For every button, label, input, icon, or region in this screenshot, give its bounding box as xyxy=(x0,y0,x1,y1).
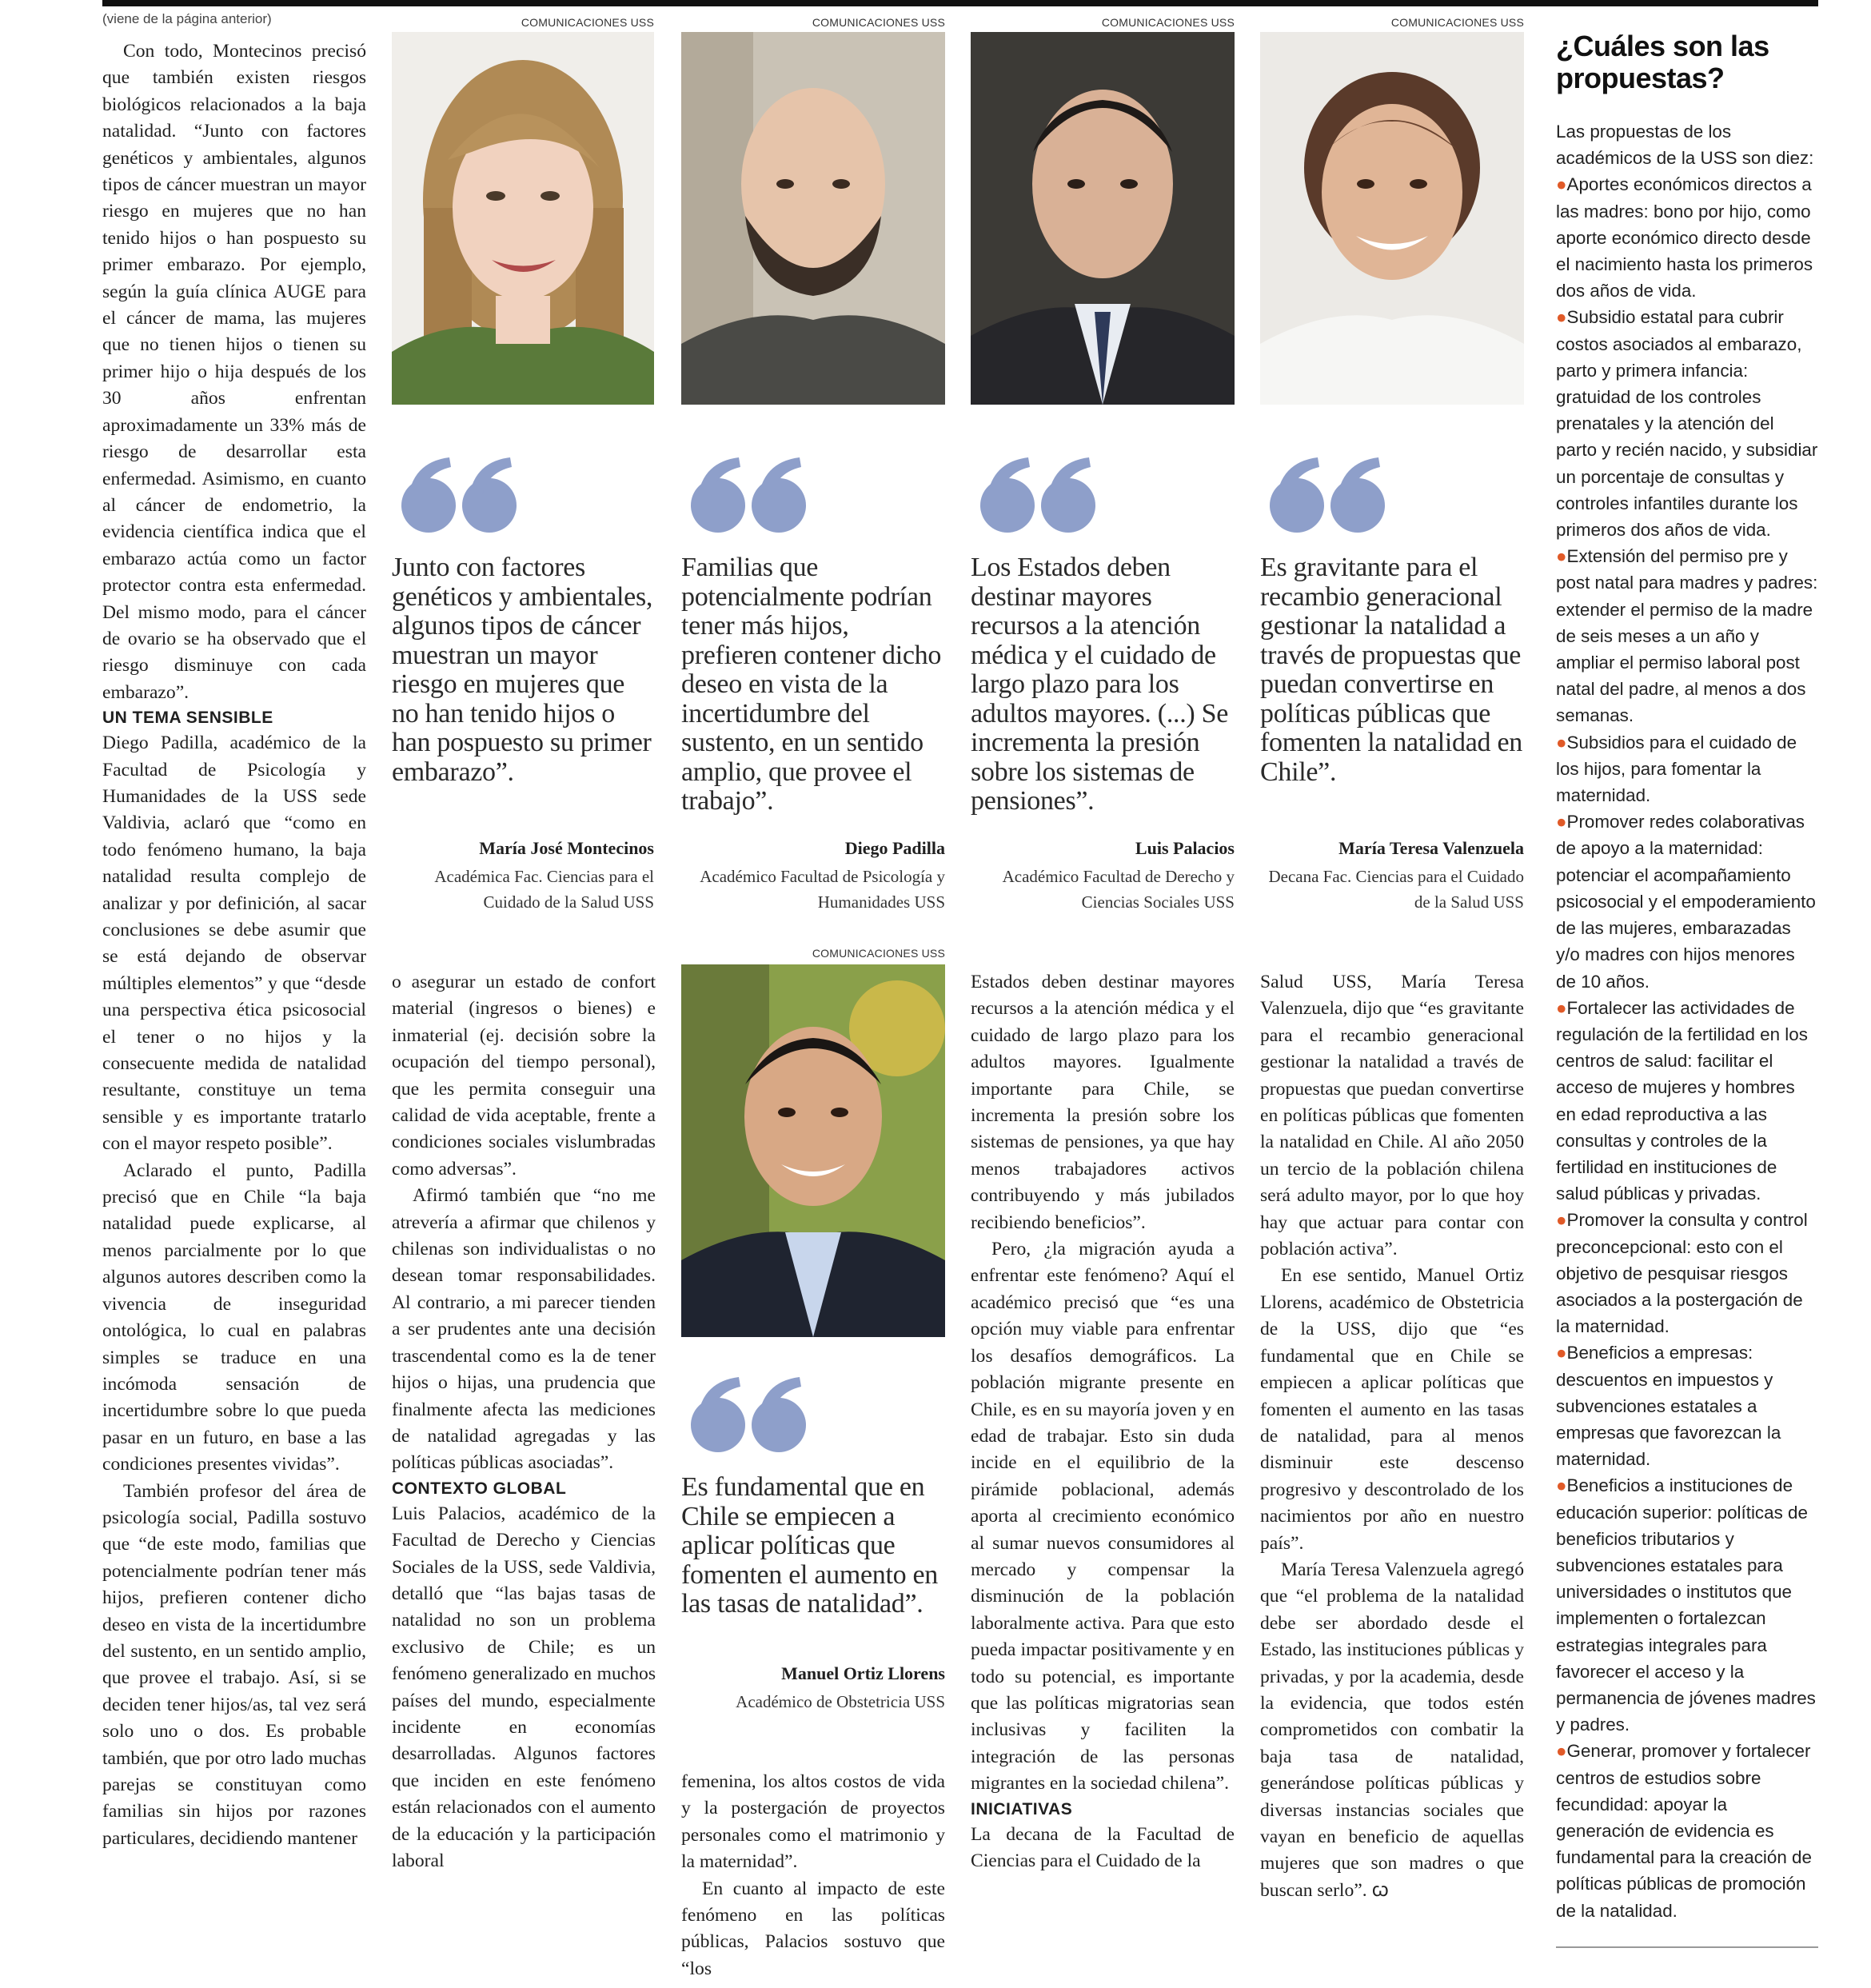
bullet-icon: ● xyxy=(1556,174,1567,195)
proposal-item xyxy=(1556,1207,1818,1339)
proposal-text: Generar, promover y fortalecer centros de estudios sobre fecundidad: apoyar la generación de evidencia es fundamental para la creación de políticas públicas de promoción de la natalidad. xyxy=(1556,1741,1812,1921)
article-column-5 xyxy=(1260,969,1524,1904)
section-heading: UN TEMA SENSIBLE xyxy=(102,709,273,728)
proposal-item xyxy=(1556,1472,1818,1738)
pull-quote: Es gravitante para el recambio generacional gestionar la natalidad a través de propuestas que puedan convertirse en políticas públicas que fomenten la natalidad en Chile”. xyxy=(1260,553,1522,787)
paragraph: La decana de la Facultad de Ciencias para el Cuidado de la xyxy=(971,1823,1235,1871)
article-column-3 xyxy=(681,1769,945,1982)
paragraph: Afirmó también que “no me atrevería a afirmar que chilenos y chilenas son individualistas o no desean tomar responsabilidades. Al contrario, a mi parecer tienden a ser prudentes ante una decisión trascendental como es la de tener hijos o hijas, una prudencia que finalmente afecta las mediciones de natalidad agregadas y las políticas públicas asociadas”. xyxy=(392,1185,656,1474)
bullet-icon: ● xyxy=(1556,307,1567,328)
photo-credit: COMUNICACIONES USS xyxy=(812,16,945,29)
sidebar-bottom-rule xyxy=(1556,1946,1818,1948)
portrait-maria-jose-montecinos xyxy=(392,32,654,405)
proposal-item xyxy=(1556,1738,1818,1923)
paragraph: femenina, los altos costos de vida y la postergación de proyectos personales como el matrimonio y la maternidad”. xyxy=(681,1771,945,1873)
paragraph: Pero, ¿la migración ayuda a enfrentar este fenómeno? Aquí el académico precisó que “es una opción muy viable para enfrentar los desafíos demográficos. La población migrante presente en Chile, es en su mayoría joven y en edad de trabajar. Esto sin duda incide en el equilibrio de la pirámide poblacional, además aporta al crecimiento económico al sumar nuevos consumidores al mercado y compensar la disminución de la población laboralmente activa. Para que esto pueda impactar positivamente y en todo su potencial, es importante que las políticas migratorias sean inclusivas y faciliten la integración de las personas migrantes en la sociedad chilena”. xyxy=(971,1239,1235,1794)
quote-author-role: Académico de Obstetricia USS xyxy=(736,1692,945,1711)
paragraph: o asegurar un estado de confort material (ingresos o bienes) e inmaterial (ej. decisión sobre la ocupación del tiempo personal), que les permita conseguir una calidad de vida aceptable, frente a condiciones sociales vislumbradas como adversas”. xyxy=(392,972,656,1180)
proposal-item xyxy=(1556,1339,1818,1472)
proposal-text: Promover la consulta y control preconcepcional: esto con el objetivo de pesquisar riesgos asociados a la postergación de la maternidad. xyxy=(1556,1210,1808,1337)
proposal-item xyxy=(1556,995,1818,1208)
quote-mark-icon xyxy=(689,1374,817,1454)
proposal-item xyxy=(1556,808,1818,994)
article-column-1 xyxy=(102,38,366,1852)
proposal-text: Fortalecer las actividades de regulación de la fertilidad en los centros de salud: facilitar el acceso de mujeres y hombres en edad reproductiva a las consultas y controles de la fertilidad en instituciones de salud públicas y privadas. xyxy=(1556,997,1808,1204)
paragraph: En cuanto al impacto de este fenómeno en las políticas públicas, Palacios sostuvo que “los xyxy=(681,1878,945,1979)
portrait-diego-padilla xyxy=(681,32,945,405)
pull-quote: Familias que potencialmente podrían tener más hijos, prefieren contener dicho deseo en vista de la incertidumbre del sustento, en un sentido amplio, que provee el trabajo”. xyxy=(681,553,942,816)
portrait-maria-teresa-valenzuela xyxy=(1260,32,1524,405)
quote-author: Diego Padilla xyxy=(844,838,945,858)
top-rule xyxy=(102,0,1818,6)
photo-credit: COMUNICACIONES USS xyxy=(1101,16,1235,29)
section-heading: INICIATIVAS xyxy=(971,1799,1073,1818)
proposal-item xyxy=(1556,304,1818,543)
bullet-icon: ● xyxy=(1556,546,1567,567)
quote-author: María Teresa Valenzuela xyxy=(1338,838,1524,858)
quote-mark-icon xyxy=(689,454,817,534)
photo-credit: COMUNICACIONES USS xyxy=(1390,16,1524,29)
proposal-text: Aportes económicos directos a las madres: bono por hijo, como aporte económico directo desde el nacimiento hasta los primeros dos años de vida. xyxy=(1556,174,1813,301)
bullet-icon: ● xyxy=(1556,812,1567,832)
quote-author: Luis Palacios xyxy=(1135,838,1235,858)
proposal-item xyxy=(1556,171,1818,304)
bullet-icon: ● xyxy=(1556,732,1567,752)
proposals-sidebar xyxy=(1556,118,1818,1924)
bullet-icon: ● xyxy=(1556,1210,1567,1231)
quote-author-role: Académico Facultad de Derecho y Ciencias Sociales USS xyxy=(1002,867,1235,912)
proposal-text: Beneficios a empresas: descuentos en impuestos y subvenciones estatales a empresas que favorezcan la maternidad. xyxy=(1556,1343,1781,1470)
paragraph: También profesor del área de psicología social, Padilla sostuvo que “de este modo, familias que potencialmente podrían tener más hijos, prefieren contener dicho deseo en vista de la incertidumbre del sustento, en un sentido amplio, que provee el trabajo. Así, si se deciden tener hijos/as, tal vez será solo uno o dos. Es probable también, que por otro lado muchas parejas se constituyan como familias sin hijos por razones particulares, decidiendo mantener xyxy=(102,1480,366,1849)
photo-credit: COMUNICACIONES USS xyxy=(521,16,654,29)
proposal-text: Beneficios a instituciones de educación superior: políticas de beneficios tributarios y subvenciones estatales para universidades o institutos que implementen o fortalezcan estrategias integrales para favorecer el acceso y la permanencia de jóvenes madres y padres. xyxy=(1556,1475,1816,1735)
pull-quote: Junto con factores genéticos y ambientales, algunos tipos de cáncer muestran un mayor riesgo en mujeres que no han tenido hijos o han pospuesto su primer embarazo”. xyxy=(392,553,653,787)
pull-quote: Los Estados deben destinar mayores recursos a la atención médica y el cuidado de largo plazo para los adultos mayores. (...) Se incrementa la presión sobre los sistemas de pensiones”. xyxy=(971,553,1229,816)
proposal-item xyxy=(1556,729,1818,809)
proposal-text: Subsidios para el cuidado de los hijos, para fomentar la maternidad. xyxy=(1556,732,1797,806)
quote-author-role: Decana Fac. Ciencias para el Cuidado de la Salud USS xyxy=(1268,867,1524,912)
bullet-icon: ● xyxy=(1556,997,1567,1018)
portrait-manuel-ortiz-llorens xyxy=(681,964,945,1337)
paragraph: Aclarado el punto, Padilla precisó que en Chile “la baja natalidad puede explicarse, al menos parcialmente por lo que algunos autores describen como la vivencia de inseguridad ontológica, lo cual en palabras simples se traduce en una incómoda sensación de incertidumbre sobre lo que pueda pasar en un futuro, en base a las condiciones presentes vividas”. xyxy=(102,1160,366,1475)
paragraph: Con todo, Montecinos precisó que también existen riesgos biológicos relacionados a la baja natalidad. “Junto con factores genéticos y ambientales, algunos tipos de cáncer muestran un mayor riesgo en mujeres que no han tenido hijos o han pospuesto su primer embarazo. Por ejemplo, según la guía clínica AUGE para el cáncer de mama, las mujeres que no tienen hijos o tienen su primer hijo o hija después de los 30 años enfrentan aproximadamente un 33% más de riesgo de desarrollar esta enfermedad. Asimismo, en cuanto al cáncer de endometrio, la evidencia científica indica que el embarazo actúa como un factor protector contra esta enfermedad. Del mismo modo, para el cáncer de ovario se ha observado que el riesgo disminuye con cada embarazo”. xyxy=(102,41,366,703)
quote-mark-icon xyxy=(400,454,528,534)
portrait-luis-palacios xyxy=(971,32,1235,405)
quote-author: María José Montecinos xyxy=(479,838,654,858)
proposal-item xyxy=(1556,543,1818,729)
proposal-text: Subsidio estatal para cubrir costos asociados al embarazo, parto y primera infancia: gratuidad de los controles prenatales y la atención del parto y recién nacido, y subsidiar un porcentaje de consultas y controles infantiles durante los primeros dos años de vida. xyxy=(1556,307,1818,541)
bullet-icon: ● xyxy=(1556,1475,1567,1496)
sidebar-intro: Las propuestas de los académicos de la USS son diez: xyxy=(1556,122,1814,169)
proposal-text: Promover redes colaborativas de apoyo a la maternidad: potenciar el acompañamiento psicosocial y el empoderamiento de las mujeres, embarazadas y/o madres con hijos menores de 10 años. xyxy=(1556,812,1816,992)
bullet-icon: ● xyxy=(1556,1343,1567,1363)
paragraph: En ese sentido, Manuel Ortiz Llorens, académico de Obstetricia de la USS, dijo que “es fundamental que en Chile se empiecen a aplicar políticas que fomenten el aumento en las tasas de natalidad, para al menos disminuir este descenso progresivo y descontrolado de los nacimientos por año en nuestro país”. xyxy=(1260,1265,1524,1554)
paragraph: Salud USS, María Teresa Valenzuela, dijo que “es gravitante para el recambio generacional gestionar la natalidad a través de propuestas que puedan convertirse en políticas públicas que fomenten la natalidad en Chile. Al año 2050 un tercio de la población chilena será adulto mayor, por lo que hoy hay que actuar para contar con población activa”. xyxy=(1260,972,1524,1260)
quote-mark-icon xyxy=(1268,454,1396,534)
quote-author: Manuel Ortiz Llorens xyxy=(781,1663,945,1683)
quote-author-role: Académico Facultad de Psicología y Humanidades USS xyxy=(700,867,945,912)
paragraph: Luis Palacios, académico de la Facultad de Derecho y Ciencias Sociales de la USS, sede Valdivia, detalló que “las bajas tasas de natalidad no son un problema exclusivo de Chile; es un fenómeno generalizado en muchos países del mundo, especialmente incidente en economías desarrolladas. Algunos factores que inciden en este fenómeno están relacionados con el aumento de la educación y la participación laboral xyxy=(392,1503,656,1871)
paragraph: Diego Padilla, académico de la Facultad de Psicología y Humanidades de la USS sede Valdivia, aclaró que “como en todo fenómeno humano, la baja natalidad resulta complejo de analizar y por definición, al sacar conclusiones se debe asumir que se está dejando de observar múltiples elementos” y que “desde una perspectiva ética psicosocial el tener o no hijos y la consecuente medida de natalidad resultante, constituye un tema sensible y es importante tratarlo con el mayor respeto posible”. xyxy=(102,733,366,1155)
section-heading: CONTEXTO GLOBAL xyxy=(392,1479,567,1498)
sidebar-title: ¿Cuáles son las propuestas? xyxy=(1556,30,1769,94)
article-column-4 xyxy=(971,969,1235,1874)
paragraph: Estados deben destinar mayores recursos a la atención médica y el cuidado de largo plazo para los adultos mayores. Igualmente importante para Chile, se incrementa la presión sobre los sistemas de pensiones, ya que hay menos trabajadores activos contribuyendo y más jubilados recibiendo beneficios”. xyxy=(971,972,1235,1233)
quote-mark-icon xyxy=(979,454,1107,534)
proposal-text: Extensión del permiso pre y post natal para madres y padres: extender el permiso de la madre de seis meses a un año y ampliar el permiso laboral post natal del padre, al menos a dos semanas. xyxy=(1556,546,1818,726)
pull-quote: Es fundamental que en Chile se empiecen a aplicar políticas que fomenten el aumento en las tasas de natalidad”. xyxy=(681,1472,938,1619)
paragraph xyxy=(1260,1557,1524,1904)
end-mark-icon: ꞷ xyxy=(1371,1879,1389,1901)
continued-note: (viene de la página anterior) xyxy=(102,11,272,26)
quote-author-role: Académica Fac. Ciencias para el Cuidado de la Salud USS xyxy=(434,867,654,912)
article-column-2 xyxy=(392,969,656,1874)
paragraph-text: María Teresa Valenzuela agregó que “el problema de la natalidad debe ser abordado desde el Estado, las instituciones públicas y privadas, y por la academia, desde la evidencia, que todos estén comprometidos con combatir la baja tasa de natalidad, generándose políticas públicas y diversas instancias sociales que vayan en beneficio de aquellas mujeres que son madres o que buscan serlo”. xyxy=(1260,1559,1524,1901)
bullet-icon: ● xyxy=(1556,1741,1567,1762)
photo-credit: COMUNICACIONES USS xyxy=(812,947,945,960)
